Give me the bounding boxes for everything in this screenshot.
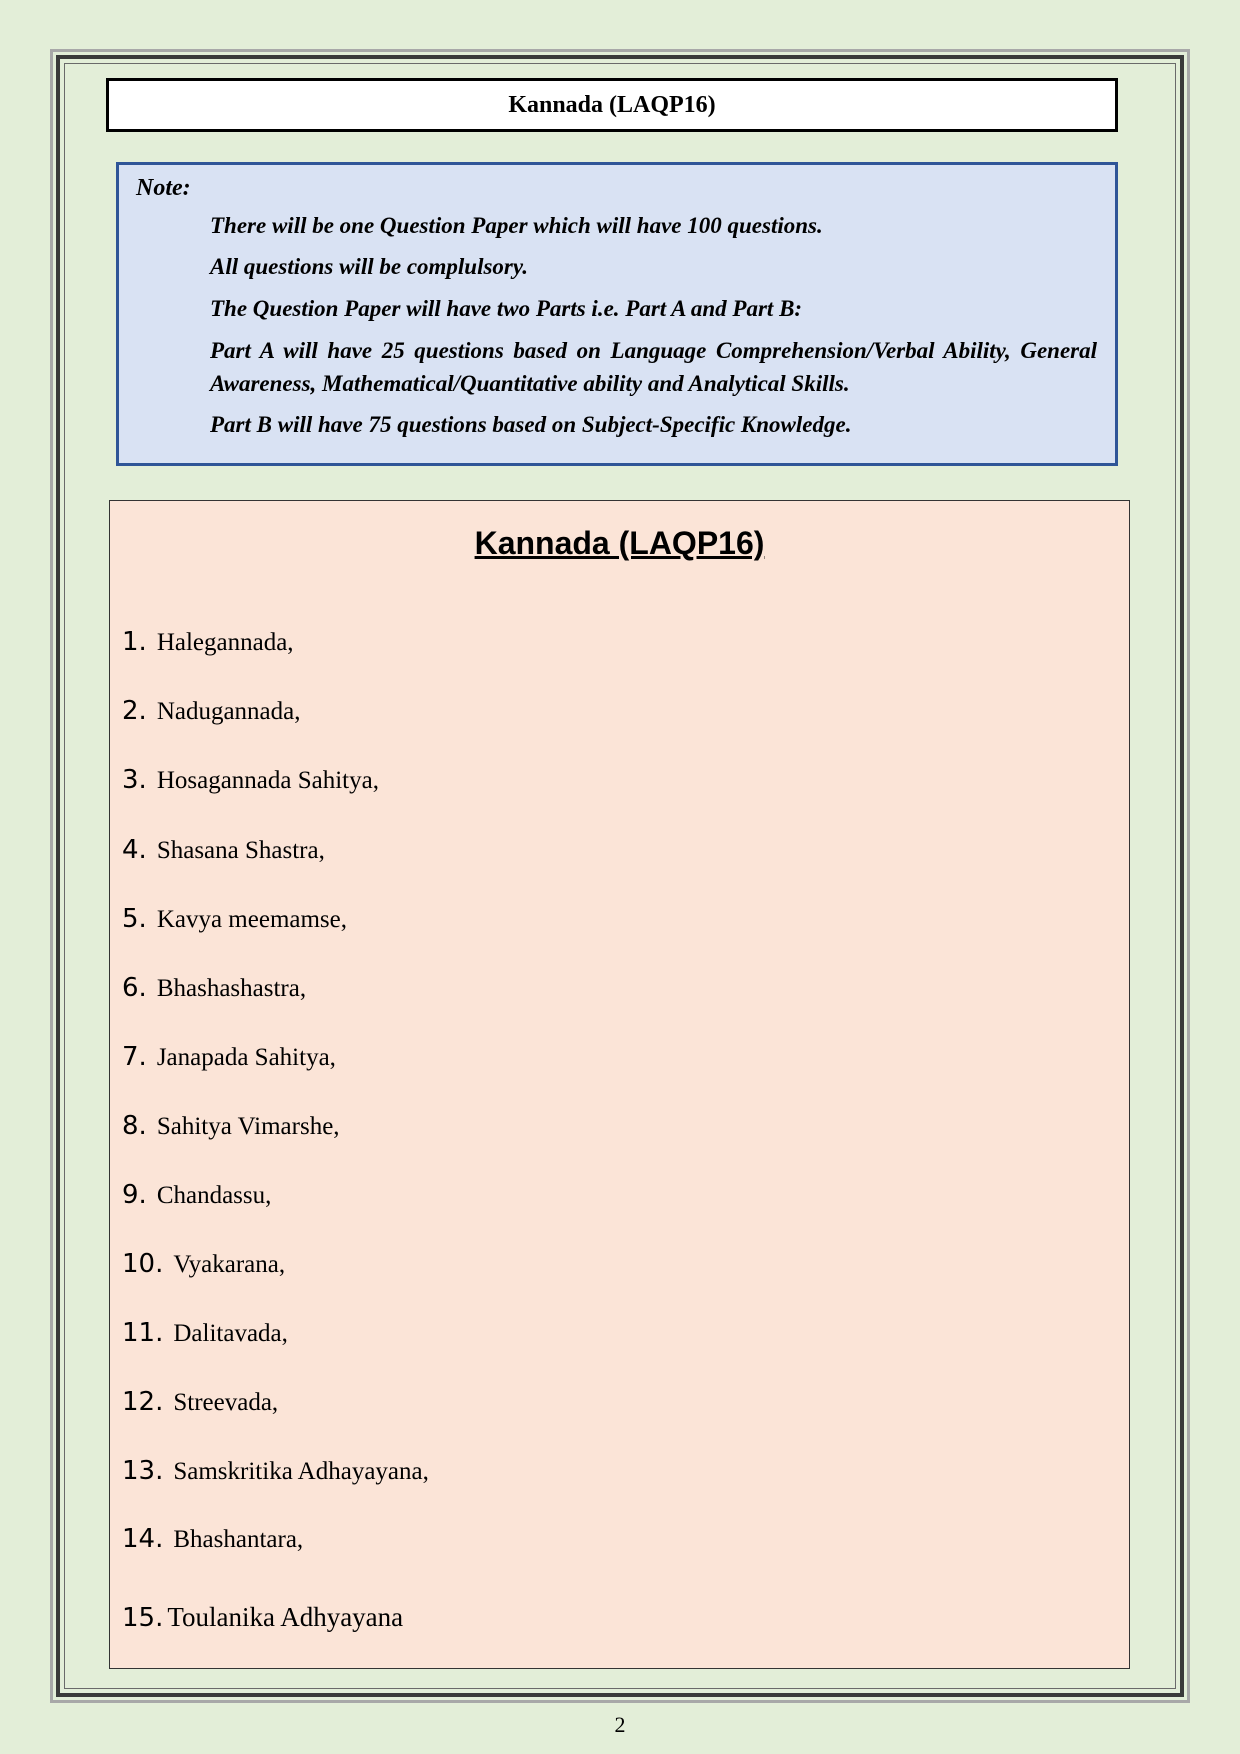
list-item bbox=[122, 696, 301, 726]
list-item-number: 5. bbox=[122, 904, 147, 934]
list-item-text: Bhashantara, bbox=[173, 1526, 304, 1553]
note-box bbox=[116, 162, 1118, 466]
note-title: Note: bbox=[136, 175, 191, 201]
header-title: Kannada (LAQP16) bbox=[508, 91, 716, 118]
list-item-number: 14. bbox=[122, 1524, 164, 1554]
list-item bbox=[122, 1111, 340, 1141]
note-item-text: Part B will have 75 questions based on Subject-Specific Knowledge. bbox=[210, 412, 852, 437]
note-item-text: All questions will be complulsory. bbox=[210, 254, 528, 279]
list-item-number: 7. bbox=[122, 1042, 147, 1072]
syllabus-title: Kannada (LAQP16) bbox=[474, 525, 765, 561]
list-item-number: 3. bbox=[122, 765, 147, 795]
list-item-number: 11. bbox=[122, 1318, 164, 1348]
note-item-text: There will be one Question Paper which will have 100 questions. bbox=[210, 213, 823, 238]
list-item-text: Chandassu, bbox=[156, 1182, 272, 1209]
list-item-number: 4. bbox=[122, 835, 147, 865]
list-item-text: Bhashashastra, bbox=[156, 975, 307, 1002]
list-item bbox=[122, 904, 347, 934]
list-item-number: 13. bbox=[122, 1456, 164, 1486]
list-item bbox=[122, 765, 379, 795]
list-item-number: 9. bbox=[122, 1180, 147, 1210]
syllabus-box bbox=[109, 500, 1130, 1669]
note-item-text: Part A will have 25 questions based on Language Comprehension/Verbal Ability, General Awareness, Mathematical/Quantitative ability and Analytical Skills. bbox=[210, 338, 1097, 396]
list-item bbox=[122, 973, 306, 1003]
list-item-text: Samskritika Adhayayana, bbox=[173, 1458, 429, 1485]
page-number: 2 bbox=[614, 1712, 626, 1737]
list-item-text: Hosagannada Sahitya, bbox=[156, 767, 379, 794]
list-item-number: 2. bbox=[122, 696, 147, 726]
list-item bbox=[122, 1249, 285, 1279]
list-item-number: 1. bbox=[122, 627, 147, 657]
list-item bbox=[122, 1602, 403, 1633]
list-item bbox=[122, 1456, 429, 1486]
list-item-text: Halegannada, bbox=[156, 629, 294, 656]
list-item bbox=[122, 627, 294, 657]
list-item bbox=[122, 1318, 288, 1348]
list-item-number: 6. bbox=[122, 973, 147, 1003]
list-item-text: Sahitya Vimarshe, bbox=[156, 1113, 340, 1140]
list-item-text: Janapada Sahitya, bbox=[156, 1044, 336, 1071]
list-item-text: Nadugannada, bbox=[156, 698, 301, 725]
list-item-text: Streevada, bbox=[173, 1389, 279, 1416]
list-item-text: Vyakarana, bbox=[173, 1251, 286, 1278]
list-item-number: 12. bbox=[122, 1387, 164, 1417]
list-item-number: 10. bbox=[122, 1249, 164, 1279]
list-item bbox=[122, 1524, 303, 1554]
list-item bbox=[122, 835, 325, 865]
list-item-number: 8. bbox=[122, 1111, 147, 1141]
list-item bbox=[122, 1387, 278, 1417]
note-item-text: The Question Paper will have two Parts i.e. Part A and Part B: bbox=[210, 296, 803, 321]
list-item-text: Dalitavada, bbox=[173, 1320, 288, 1347]
list-item-text: Kavya meemamse, bbox=[156, 906, 348, 933]
list-item-text: Toulanika Adhyayana bbox=[167, 1602, 404, 1632]
list-item bbox=[122, 1042, 336, 1072]
list-item-text: Shasana Shastra, bbox=[156, 837, 325, 864]
list-item-number: 15. bbox=[122, 1603, 164, 1633]
page-header bbox=[106, 78, 1118, 132]
list-item bbox=[122, 1180, 271, 1210]
